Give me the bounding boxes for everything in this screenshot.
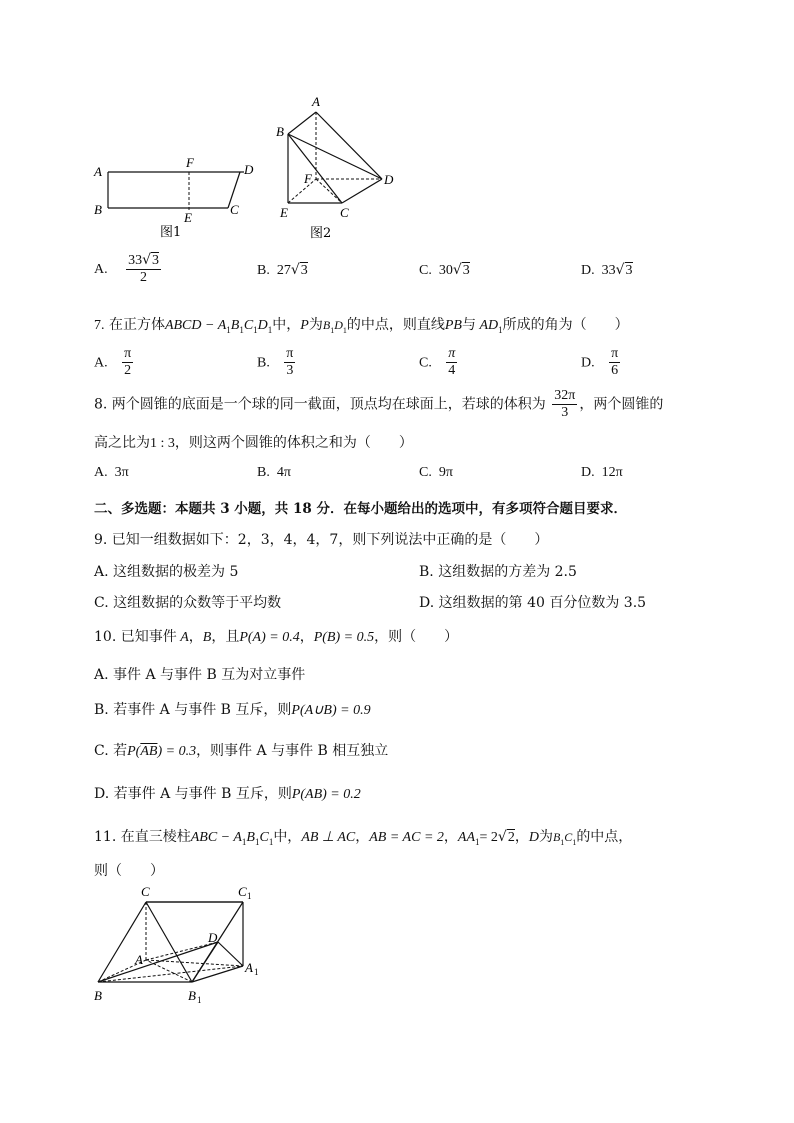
fig3-label-c1: C — [238, 884, 247, 899]
q8-stem-line-2 — [94, 432, 413, 452]
q6d-radicand: 3 — [625, 263, 633, 278]
q11-perp: AB ⊥ AC — [301, 830, 356, 845]
q8d-value: 12π — [601, 465, 623, 480]
q11-aa1-value: = 2 — [479, 830, 498, 845]
option-letter: B. — [257, 263, 270, 278]
q9-option-d: D. 这组数据的第 40 百分位数为 3.5 — [419, 595, 647, 611]
q8c-value: 9π — [438, 465, 453, 480]
fig2-label-c: C — [340, 205, 349, 220]
q7-text-1: 在正方体 — [108, 317, 165, 333]
fig2-label-d: D — [384, 172, 394, 187]
q11-aa1: AA — [457, 830, 475, 845]
fig2-label-a: A — [312, 94, 320, 109]
q11-stem-line-1: 11. 在直三棱柱ABC − $A_1B_1C_1$中，AB ⊥ AC，AB = AC = 2，$AA_1= 2√2$，D为$B_1C_1$的中点， — [94, 829, 633, 847]
q7-number: 7. — [94, 318, 105, 333]
q7a-den: 2 — [124, 363, 132, 378]
fig2-label-f: F — [304, 171, 312, 186]
q7d-den: 6 — [611, 363, 619, 378]
q8b-value: 4π — [276, 465, 291, 480]
q6-option-a: A. $\frac{33√3}{2}$ — [94, 252, 159, 285]
q6b-coef: 27 — [276, 263, 291, 278]
q11-text-3: ， — [514, 829, 529, 845]
option-letter: C. — [419, 465, 432, 480]
fig1-label-d: D — [244, 162, 254, 177]
q7-line-pb: PB — [444, 318, 462, 333]
option-letter: B. — [257, 355, 270, 371]
q11-text-1: 11. 在直三棱柱 — [94, 829, 191, 845]
q7-text-6: 所成的角为（ ） — [502, 317, 629, 333]
option-letter: A. — [94, 465, 108, 480]
q7-stem: 7. 在正方体ABCD − $A_1B_1C_1D_1$中，P为$B_1D_1$的中点，则直线PB与 $AD_1$所成的角为（ ） — [94, 317, 629, 335]
q6a-radicand: 3 — [152, 253, 159, 268]
q8-option-d — [581, 465, 623, 481]
figure-2 — [272, 90, 412, 242]
q11-point-d: D — [528, 830, 539, 845]
fig1-label-f: F — [186, 155, 194, 170]
q8-text-2: ，两个圆锥的 — [579, 396, 664, 413]
q10-option-b — [94, 699, 371, 719]
q11-stem-line-2: 则（ ） — [94, 863, 164, 879]
q10-pa: P(A) = 0.4 — [239, 630, 300, 645]
option-letter: B. — [257, 465, 270, 480]
q6c-coef: 30 — [438, 263, 453, 278]
q8-text-3: 高之比为 — [94, 435, 150, 451]
option-letter: A. — [94, 262, 108, 277]
fig3-sub-c1: 1 — [247, 891, 252, 901]
fig3-label-a1: A — [245, 960, 253, 975]
q7-cube: ABCD − A — [164, 318, 227, 333]
fig2-caption: 图2 — [310, 226, 332, 241]
option-letter: C. — [419, 355, 432, 371]
q11-prism: ABC − A — [190, 830, 242, 845]
q7-text-4: 的中点，则直线 — [346, 317, 445, 333]
q7-text-5: 与 — [461, 317, 476, 333]
q10-option-c — [94, 740, 388, 760]
q9-option-b: B. 这组数据的方差为 2.5 — [419, 564, 577, 580]
q8-volume-den: 3 — [561, 405, 569, 420]
fig3-sub-a1: 1 — [254, 967, 259, 977]
q7-text-2: 中， — [272, 317, 301, 333]
q6-option-c: C. 30√3 — [419, 262, 470, 278]
option-letter: D. — [581, 465, 595, 480]
q10b-text: B. 若事件 A 与事件 B 互斥，则 — [94, 702, 292, 718]
q9-stem: 9. 已知一组数据如下：2，3，4，4，7，则下列说法中正确的是（ ） — [94, 532, 549, 548]
q10-stem: 10. 已知事件 A，B，且P(A) = 0.4，P(B) = 0.5，则（ ） — [94, 629, 459, 645]
q11-text-2: 中， — [273, 829, 302, 845]
q11-radicand: 2 — [507, 830, 515, 845]
q7c-den: 4 — [448, 363, 456, 378]
figure-1 — [88, 150, 263, 242]
q10d-math: P(AB) = 0.2 — [291, 787, 361, 802]
q8-ratio: 1 : 3 — [150, 436, 175, 451]
q7a-num: π — [124, 346, 132, 361]
option-letter: D. — [581, 263, 595, 278]
figure-3-prism — [88, 880, 278, 1008]
q8-volume-num: 32π — [554, 388, 576, 403]
q8-text-4: ，则这两个圆锥的体积之和为（ ） — [174, 435, 413, 451]
q10-text-2: ，且 — [211, 629, 240, 645]
q10c-text-2: ，则事件 A 与事件 B 相互独立 — [196, 743, 389, 759]
q10-option-d — [94, 783, 361, 803]
q10c-text-1: C. 若 — [94, 743, 128, 759]
q7-option-d — [581, 346, 622, 379]
fig3-label-a: A — [135, 952, 143, 967]
fig1-label-b: B — [94, 202, 102, 217]
q10-option-a: A. 事件 A 与事件 B 互为对立事件 — [94, 667, 306, 683]
q8-stem-line-1 — [94, 388, 663, 421]
option-letter: A. — [94, 355, 108, 371]
q6b-radicand: 3 — [300, 263, 308, 278]
q8-option-b — [257, 465, 291, 481]
q7d-num: π — [611, 346, 619, 361]
q11-text-4: 为 — [538, 829, 553, 845]
q7b-den: 3 — [286, 363, 294, 378]
section-2-heading: 二、多选题：本题共 3 小题，共 18 分．在每小题给出的选项中，有多项符合题目要求． — [94, 501, 627, 517]
q10-pb: P(B) = 0.5 — [313, 630, 375, 645]
fig3-label-d: D — [208, 930, 218, 945]
q6a-denominator: 2 — [140, 270, 148, 285]
q8-option-c — [419, 465, 453, 481]
fig3-label-b: B — [94, 988, 102, 1003]
fig1-label-a: A — [94, 164, 102, 179]
fig3-sub-b1: 1 — [197, 995, 202, 1005]
q9-option-a: A. 这组数据的极差为 5 — [94, 564, 239, 580]
q6-option-d: D. 33√3 — [581, 262, 633, 278]
fig1-label-c: C — [230, 202, 239, 217]
q10d-text: D. 若事件 A 与事件 B 互斥，则 — [94, 786, 292, 802]
q11-eq: AB = AC = 2 — [369, 830, 444, 845]
q11-text-5: 的中点， — [576, 829, 633, 845]
q6c-radicand: 3 — [462, 263, 470, 278]
q10b-math: P(A∪B) = 0.9 — [291, 703, 371, 718]
q8a-value: 3π — [114, 465, 129, 480]
fig3-label-b1: B — [188, 988, 196, 1003]
q8-option-a — [94, 465, 129, 481]
q9-option-c: C. 这组数据的众数等于平均数 — [94, 595, 282, 611]
option-letter: C. — [419, 263, 432, 278]
q7b-num: π — [286, 346, 294, 361]
q10-text-1: 10. 已知事件 — [94, 629, 177, 645]
option-letter: D. — [581, 355, 595, 371]
q7-option-c — [419, 346, 459, 379]
q7-point-p: P — [300, 318, 309, 333]
fig1-caption: 图1 — [160, 225, 182, 240]
fig3-label-c: C — [141, 884, 150, 899]
q8-text-1: 8. 两个圆锥的底面是一个球的同一截面，顶点均在球面上，若球的体积为 — [94, 396, 546, 413]
q6-option-b: B. 27√3 — [257, 262, 308, 278]
fig2-label-e: E — [280, 205, 288, 220]
fig1-label-e: E — [184, 210, 192, 225]
q7-option-a — [94, 346, 135, 379]
q7-option-b — [257, 346, 297, 379]
q10-text-3: ，则（ ） — [374, 629, 459, 645]
q6d-coef: 33 — [601, 263, 616, 278]
q7c-num: π — [448, 346, 456, 361]
q7-text-3: 为 — [308, 317, 323, 333]
fig2-label-b: B — [276, 124, 284, 139]
q10c-math: $P(\overline{AB}) = 0.3$ — [127, 744, 197, 759]
q6a-numerator: 33 — [128, 253, 143, 268]
